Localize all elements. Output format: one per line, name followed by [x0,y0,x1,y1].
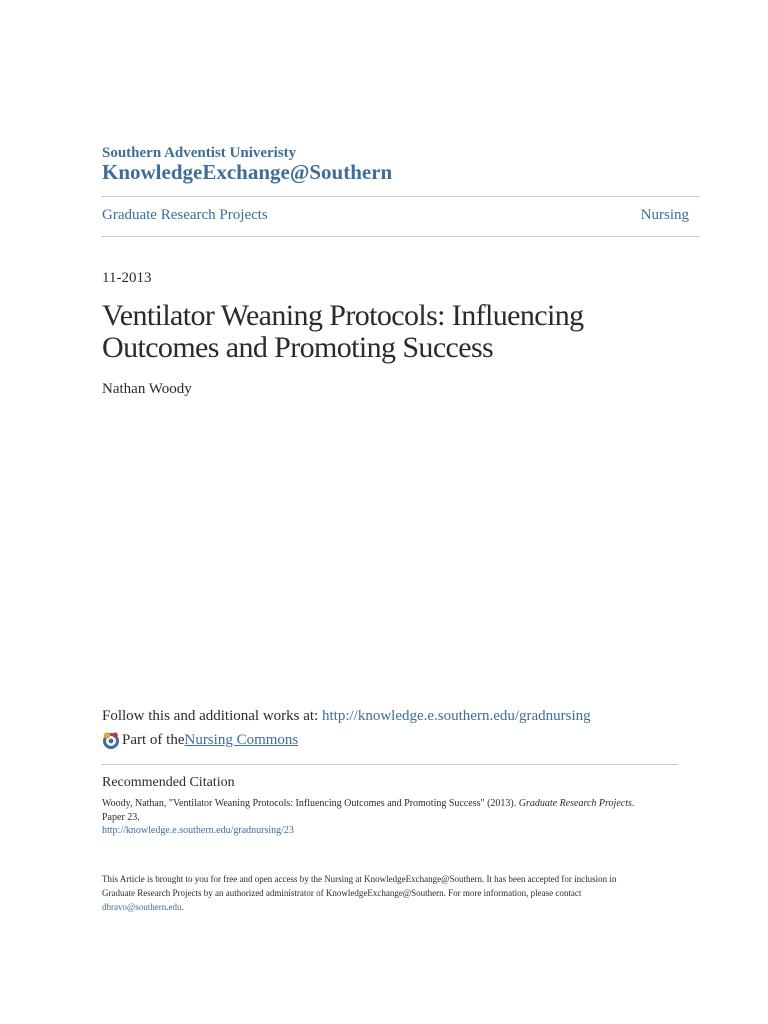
part-of-line [102,731,298,749]
part-of-prefix: Part of the [122,731,185,748]
network-icon [102,731,120,749]
citation-text [102,797,682,825]
disclaimer-line-2: Graduate Research Projects by an authorized administrator of KnowledgeExchange@Southern. For more information, please contact [102,888,582,898]
disclaimer-email-end: . [181,902,184,912]
article-author: Nathan Woody [102,381,192,397]
institution-name: Southern Adventist Univeristy [102,145,297,161]
citation-heading: Recommended Citation [102,775,235,790]
article-title: Ventilator Weaning Protocols: Influencing Outcomes and Promoting Success [102,299,584,364]
follow-line [102,708,591,725]
citation-url-link[interactable]: http://knowledge.e.southern.edu/gradnursing/23 [102,825,294,836]
department-link[interactable]: Nursing [640,207,689,223]
citation-main: Woody, Nathan, "Ventilator Weaning Protocols: Influencing Outcomes and Promoting Success" (2013). [102,798,519,809]
contact-email-link[interactable]: dbravo@southern.edu [102,902,182,912]
citation-series: Graduate Research Projects [518,798,632,809]
citation-end: . [631,798,635,809]
follow-url-link[interactable]: http://knowledge.e.southern.edu/gradnursing [321,708,591,724]
disclaimer-line-1: This Article is brought to you for free and open access by the Nursing at KnowledgeExchange@Southern. It has been accepted for inclusion in [102,874,617,884]
citation-divider [102,764,678,765]
nursing-commons-link[interactable]: Nursing Commons [184,731,299,748]
citation-paper: Paper 23. [102,812,140,823]
follow-prefix: Follow this and additional works at: [102,708,322,724]
access-disclaimer [102,872,662,914]
collection-link[interactable]: Graduate Research Projects [102,207,268,223]
collection-nav-bar [102,196,700,237]
publication-date: 11-2013 [102,270,152,286]
repository-name-link[interactable]: KnowledgeExchange@Southern [102,160,393,184]
